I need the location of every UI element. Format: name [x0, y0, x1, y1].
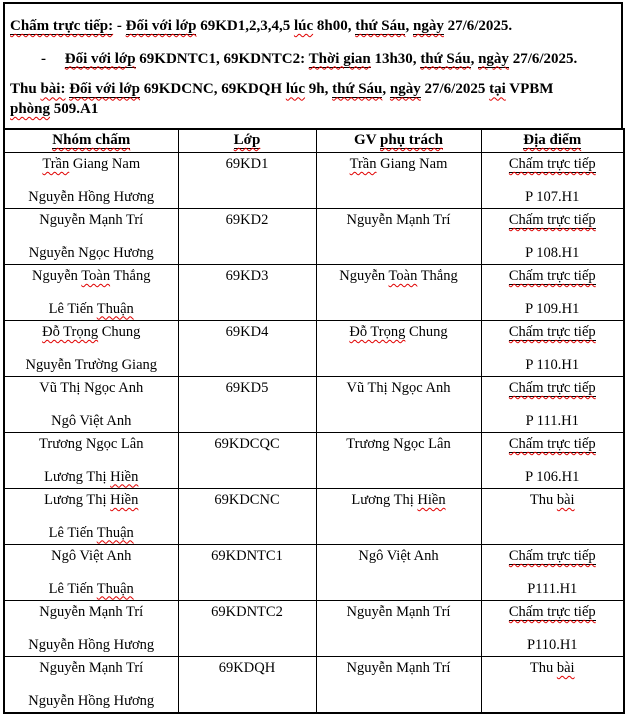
- column-header-label: [482, 130, 624, 152]
- text-segment: VPBM: [505, 81, 554, 98]
- text-segment: Thu: [529, 660, 557, 676]
- underlined-text-segment: Thời gian: [308, 50, 371, 67]
- text-segment: Trương Ngọc Lân: [39, 436, 144, 452]
- text-segment: Lương Thị: [351, 492, 418, 508]
- cell-line: [181, 380, 314, 397]
- underlined-text-segment: Chấm trực tiếp:: [10, 18, 114, 34]
- cell-dia-diem: [481, 321, 624, 377]
- table-body: [4, 153, 624, 714]
- text-segment: Lê Tiến: [48, 524, 97, 541]
- cell-nhom-cham: [4, 545, 178, 601]
- cell-content: [5, 657, 178, 712]
- column-header-label: [5, 130, 178, 152]
- cell-line: [7, 436, 176, 453]
- cell-content: [179, 153, 316, 208]
- cell-line: [7, 245, 176, 262]
- column-header-nhom-cham: [4, 129, 178, 153]
- column-header-label: [317, 130, 481, 152]
- cell-line: [484, 212, 622, 229]
- cell-line: [484, 548, 622, 565]
- cell-lop: [178, 265, 316, 321]
- cell-line: [484, 581, 622, 598]
- text-segment: P 106.H1: [525, 468, 580, 485]
- underlined-text-segment: Thuận: [96, 300, 134, 317]
- text-segment: Chung: [98, 324, 141, 340]
- text-segment: Giang Nam: [69, 156, 141, 172]
- cell-line: [7, 413, 176, 430]
- cell-nhom-cham: [4, 265, 178, 321]
- cell-dia-diem: [481, 545, 624, 601]
- underlined-text-segment: ngày: [389, 81, 421, 98]
- underlined-text-segment: Đối với lớp: [64, 50, 136, 67]
- cell-nhom-cham: [4, 601, 178, 657]
- cell-content: [317, 377, 481, 432]
- underlined-text-segment: lúc: [293, 18, 314, 34]
- cell-dia-diem: [481, 209, 624, 265]
- cell-line: [484, 469, 622, 486]
- cell-nhom-cham: [4, 489, 178, 545]
- table-row: [4, 321, 624, 377]
- notice-line-4: [10, 101, 615, 119]
- cell-line: [7, 212, 176, 229]
- cell-lop: [178, 377, 316, 433]
- cell-line: [7, 189, 176, 206]
- underlined-text-segment: Hiền: [110, 468, 139, 485]
- cell-line: [484, 324, 622, 341]
- cell-lop: [178, 153, 316, 209]
- text-segment: ,: [382, 81, 390, 98]
- table-row: [4, 433, 624, 489]
- cell-content: [179, 265, 316, 320]
- text-segment: 69KDNTC2: [211, 604, 283, 620]
- cell-gv-phu-trach: [316, 153, 481, 209]
- cell-line: [7, 581, 176, 598]
- table-row: [4, 489, 624, 545]
- underlined-text-segment: ngày: [412, 18, 444, 34]
- cell-content: [5, 489, 178, 544]
- cell-content: [482, 433, 624, 488]
- column-header-dia-diem: [481, 129, 624, 153]
- cell-nhom-cham: [4, 433, 178, 489]
- text-segment: Lê Tiến: [48, 580, 97, 597]
- cell-line: [7, 324, 176, 341]
- cell-line: [319, 268, 479, 285]
- cell-gv-phu-trach: [316, 657, 481, 714]
- text-segment: -: [41, 50, 65, 67]
- cell-content: [5, 153, 178, 208]
- underlined-text-segment: bài: [556, 660, 575, 676]
- underlined-text-segment: Đối với lớp: [69, 81, 141, 98]
- cell-lop: [178, 433, 316, 489]
- cell-content: [482, 545, 624, 600]
- cell-content: [482, 377, 624, 432]
- cell-content: [317, 545, 481, 600]
- text-segment: Nguyễn Mạnh Trí: [39, 660, 144, 676]
- cell-line: [319, 212, 479, 229]
- cell-content: [179, 377, 316, 432]
- underlined-text-segment: thứ Sáu: [420, 50, 471, 67]
- text-segment: Nguyễn: [32, 268, 82, 284]
- cell-line: [181, 268, 314, 285]
- cell-content: [317, 657, 481, 712]
- underlined-text-segment: Chấm trực tiếp: [508, 604, 596, 620]
- text-segment: Nguyễn Trường Giang: [25, 356, 158, 373]
- text-segment: 69KD3: [225, 268, 269, 284]
- cell-line: [181, 492, 314, 509]
- cell-dia-diem: [481, 433, 624, 489]
- cell-content: [5, 265, 178, 320]
- cell-line: [484, 413, 622, 430]
- text-segment: Lê Tiến: [48, 300, 97, 317]
- text-segment: 69KDCQC: [214, 436, 280, 452]
- text-segment: Nguyễn Mạnh Trí: [346, 604, 451, 620]
- text-segment: P 109.H1: [525, 300, 580, 317]
- underlined-text-segment: Chấm trực tiếp: [508, 212, 596, 228]
- underlined-text-segment: bài:: [40, 81, 66, 98]
- text-segment: Ngô Việt Anh: [51, 548, 132, 564]
- cell-gv-phu-trach: [316, 265, 481, 321]
- text-segment: ,: [405, 18, 413, 34]
- text-segment: Nguyễn Hồng Hương: [28, 692, 155, 709]
- text-segment: Nguyễn: [339, 268, 389, 284]
- underlined-text-segment: Hiền: [417, 492, 446, 508]
- underlined-text-segment: Thuận: [96, 580, 134, 597]
- cell-dia-diem: [481, 657, 624, 714]
- underlined-text-segment: lúc: [285, 81, 306, 98]
- text-segment: Nguyễn Mạnh Trí: [346, 212, 451, 228]
- text-segment: Nguyễn Mạnh Trí: [39, 212, 144, 228]
- text-segment: 69KD2: [225, 212, 269, 228]
- cell-line: [181, 324, 314, 341]
- cell-line: [181, 660, 314, 677]
- cell-lop: [178, 545, 316, 601]
- cell-content: [317, 153, 481, 208]
- cell-content: [5, 433, 178, 488]
- text-segment: P 107.H1: [525, 188, 580, 205]
- table-row: [4, 209, 624, 265]
- underlined-text-segment: ngày: [478, 50, 509, 67]
- cell-gv-phu-trach: [316, 433, 481, 489]
- cell-content: [179, 657, 316, 712]
- cell-line: [7, 156, 176, 173]
- text-segment: 69KD4: [225, 324, 269, 340]
- underlined-text-segment: Lớp: [233, 132, 261, 148]
- cell-content: [179, 209, 316, 264]
- cell-line: [319, 492, 479, 509]
- underlined-text-segment: Đỗ Trọng: [42, 324, 99, 340]
- underlined-text-segment: thứ Sáu: [355, 18, 406, 34]
- text-segment: 69KDCNC: [214, 492, 280, 508]
- underlined-text-segment: Trần: [42, 156, 70, 172]
- text-segment: Lương Thị: [44, 468, 111, 485]
- text-segment: 69KD1,2,3,4,5: [196, 18, 294, 34]
- text-segment: Thắng: [110, 268, 151, 284]
- table-row: [4, 545, 624, 601]
- text-segment: Thu: [529, 492, 557, 508]
- text-segment: P 110.H1: [525, 356, 580, 373]
- text-segment: 69KD5: [225, 380, 269, 396]
- text-segment: 27/6/2025: [420, 81, 490, 98]
- underlined-text-segment: Thuận: [96, 524, 134, 541]
- cell-content: [317, 601, 481, 656]
- cell-line: [7, 525, 176, 542]
- underlined-text-segment: Chấm trực tiếp: [508, 380, 596, 396]
- text-segment: 13h30,: [370, 50, 421, 67]
- text-segment: 27/6/2025.: [508, 50, 578, 67]
- cell-line: [7, 469, 176, 486]
- cell-line: [7, 548, 176, 565]
- cell-line: [319, 380, 479, 397]
- cell-content: [482, 657, 624, 712]
- cell-dia-diem: [481, 153, 624, 209]
- underlined-text-segment: Chấm trực tiếp: [508, 436, 596, 452]
- cell-line: [319, 660, 479, 677]
- text-segment: Vũ Thị Ngọc Anh: [39, 380, 144, 396]
- cell-content: [5, 545, 178, 600]
- text-segment: 69KDQH: [218, 660, 276, 676]
- cell-gv-phu-trach: [316, 489, 481, 545]
- table-header-row-container: [4, 129, 624, 153]
- underlined-text-segment: bài: [556, 492, 575, 508]
- table-row: [4, 153, 624, 209]
- cell-content: [179, 433, 316, 488]
- underlined-text-segment: Chấm trực tiếp: [508, 156, 596, 172]
- cell-dia-diem: [481, 489, 624, 545]
- cell-line: [319, 324, 479, 341]
- cell-content: [482, 489, 624, 544]
- cell-content: [482, 265, 624, 320]
- underlined-text-segment: phòng: [10, 101, 51, 118]
- cell-line: [319, 548, 479, 565]
- notice-line-1: [10, 18, 615, 36]
- text-segment: Nguyễn Hồng Hương: [28, 636, 155, 653]
- text-segment: Chung: [405, 324, 448, 340]
- cell-line: [181, 548, 314, 565]
- underlined-text-segment: Toàn: [81, 268, 111, 284]
- cell-lop: [178, 657, 316, 714]
- cell-content: [317, 265, 481, 320]
- cell-dia-diem: [481, 265, 624, 321]
- cell-content: [317, 433, 481, 488]
- cell-line: [484, 492, 622, 509]
- notice-line-3: [10, 81, 615, 99]
- underlined-text-segment: Chấm trực tiếp: [508, 268, 596, 284]
- cell-line: [181, 436, 314, 453]
- cell-gv-phu-trach: [316, 209, 481, 265]
- text-segment: 8h00,: [313, 18, 356, 34]
- cell-line: [7, 492, 176, 509]
- underlined-text-segment: Chấm trực tiếp: [508, 324, 596, 340]
- cell-line: [7, 604, 176, 621]
- cell-line: [319, 156, 479, 173]
- underlined-text-segment: Toàn: [388, 268, 418, 284]
- underlined-text-segment: Địa điểm: [523, 132, 582, 148]
- cell-content: [5, 601, 178, 656]
- text-segment: Thắng: [417, 268, 458, 284]
- cell-lop: [178, 489, 316, 545]
- text-segment: 69KD1: [225, 156, 269, 172]
- cell-content: [317, 321, 481, 376]
- text-segment: 27/6/2025.: [443, 18, 513, 34]
- cell-line: [484, 660, 622, 677]
- underlined-text-segment: Hiền: [110, 492, 139, 508]
- underlined-text-segment: Đỗ Trọng: [349, 324, 406, 340]
- table-row: [4, 265, 624, 321]
- cell-line: [181, 212, 314, 229]
- column-header-lop: [178, 129, 316, 153]
- cell-line: [7, 380, 176, 397]
- text-segment: ,: [470, 50, 479, 67]
- text-segment: GV: [354, 132, 381, 148]
- text-segment: Thu: [10, 81, 41, 98]
- cell-nhom-cham: [4, 377, 178, 433]
- cell-gv-phu-trach: [316, 321, 481, 377]
- text-segment: Nguyễn Mạnh Trí: [346, 660, 451, 676]
- cell-line: [7, 268, 176, 285]
- cell-line: [484, 357, 622, 374]
- cell-lop: [178, 601, 316, 657]
- cell-line: [7, 357, 176, 374]
- cell-nhom-cham: [4, 209, 178, 265]
- text-segment: Vũ Thị Ngọc Anh: [346, 380, 451, 396]
- table-header-row: [4, 129, 624, 153]
- cell-dia-diem: [481, 377, 624, 433]
- cell-content: [482, 209, 624, 264]
- cell-line: [319, 436, 479, 453]
- text-segment: Trương Ngọc Lân: [346, 436, 451, 452]
- cell-gv-phu-trach: [316, 545, 481, 601]
- cell-nhom-cham: [4, 657, 178, 714]
- text-segment: Ngô Việt Anh: [51, 412, 132, 429]
- cell-lop: [178, 321, 316, 377]
- text-segment: 69KDNTC1, 69KDNTC2:: [135, 50, 309, 67]
- text-segment: 509.A1: [50, 101, 99, 118]
- cell-content: [482, 153, 624, 208]
- cell-lop: [178, 209, 316, 265]
- cell-content: [179, 545, 316, 600]
- cell-nhom-cham: [4, 321, 178, 377]
- cell-line: [484, 156, 622, 173]
- cell-line: [181, 604, 314, 621]
- cell-line: [484, 436, 622, 453]
- cell-content: [179, 489, 316, 544]
- text-segment: P 108.H1: [525, 244, 580, 261]
- text-segment: Ngô Việt Anh: [358, 548, 439, 564]
- cell-content: [5, 321, 178, 376]
- cell-line: [484, 189, 622, 206]
- text-segment: P 111.H1: [525, 412, 579, 429]
- cell-content: [5, 209, 178, 264]
- underlined-text-segment: Nhóm chấm: [52, 132, 131, 148]
- schedule-table: [3, 128, 625, 714]
- text-segment: Nguyễn Hồng Hương: [28, 188, 155, 205]
- underlined-text-segment: thứ Sáu: [332, 81, 383, 98]
- text-segment: Giang Nam: [376, 156, 448, 172]
- text-segment: Lương Thị: [44, 492, 111, 508]
- cell-line: [181, 156, 314, 173]
- column-header-gv-phu-trach: [316, 129, 481, 153]
- underlined-text-segment: tại: [489, 81, 506, 98]
- notice-line-2: [41, 51, 615, 69]
- text-segment: 9h,: [305, 81, 333, 98]
- cell-content: [179, 321, 316, 376]
- underlined-text-segment: Trần: [349, 156, 377, 172]
- cell-line: [7, 637, 176, 654]
- cell-content: [5, 377, 178, 432]
- text-segment: Nguyễn Mạnh Trí: [39, 604, 144, 620]
- cell-line: [484, 301, 622, 318]
- table-row: [4, 657, 624, 714]
- cell-line: [7, 301, 176, 318]
- cell-gv-phu-trach: [316, 601, 481, 657]
- underlined-text-segment: Đối với lớp: [125, 18, 197, 34]
- cell-dia-diem: [481, 601, 624, 657]
- cell-content: [179, 601, 316, 656]
- cell-line: [484, 380, 622, 397]
- cell-content: [317, 209, 481, 264]
- text-segment: Nguyễn Ngọc Hương: [28, 244, 154, 261]
- cell-line: [484, 268, 622, 285]
- notice-box: [3, 2, 623, 128]
- text-segment: P111.H1: [527, 580, 578, 597]
- table-row: [4, 377, 624, 433]
- table-row: [4, 601, 624, 657]
- column-header-label: [179, 130, 316, 152]
- cell-gv-phu-trach: [316, 377, 481, 433]
- cell-content: [482, 601, 624, 656]
- cell-line: [7, 660, 176, 677]
- cell-line: [484, 245, 622, 262]
- underlined-text-segment: Chấm trực tiếp: [508, 548, 596, 564]
- text-segment: 69KDCNC, 69KDQH: [140, 81, 286, 98]
- text-segment: P110.H1: [526, 636, 578, 653]
- cell-line: [319, 604, 479, 621]
- cell-line: [484, 637, 622, 654]
- cell-content: [317, 489, 481, 544]
- cell-nhom-cham: [4, 153, 178, 209]
- cell-content: [482, 321, 624, 376]
- underlined-text-segment: phụ trách: [380, 132, 443, 148]
- text-segment: -: [113, 18, 126, 34]
- text-segment: 69KDNTC1: [211, 548, 283, 564]
- cell-line: [7, 693, 176, 710]
- cell-line: [484, 604, 622, 621]
